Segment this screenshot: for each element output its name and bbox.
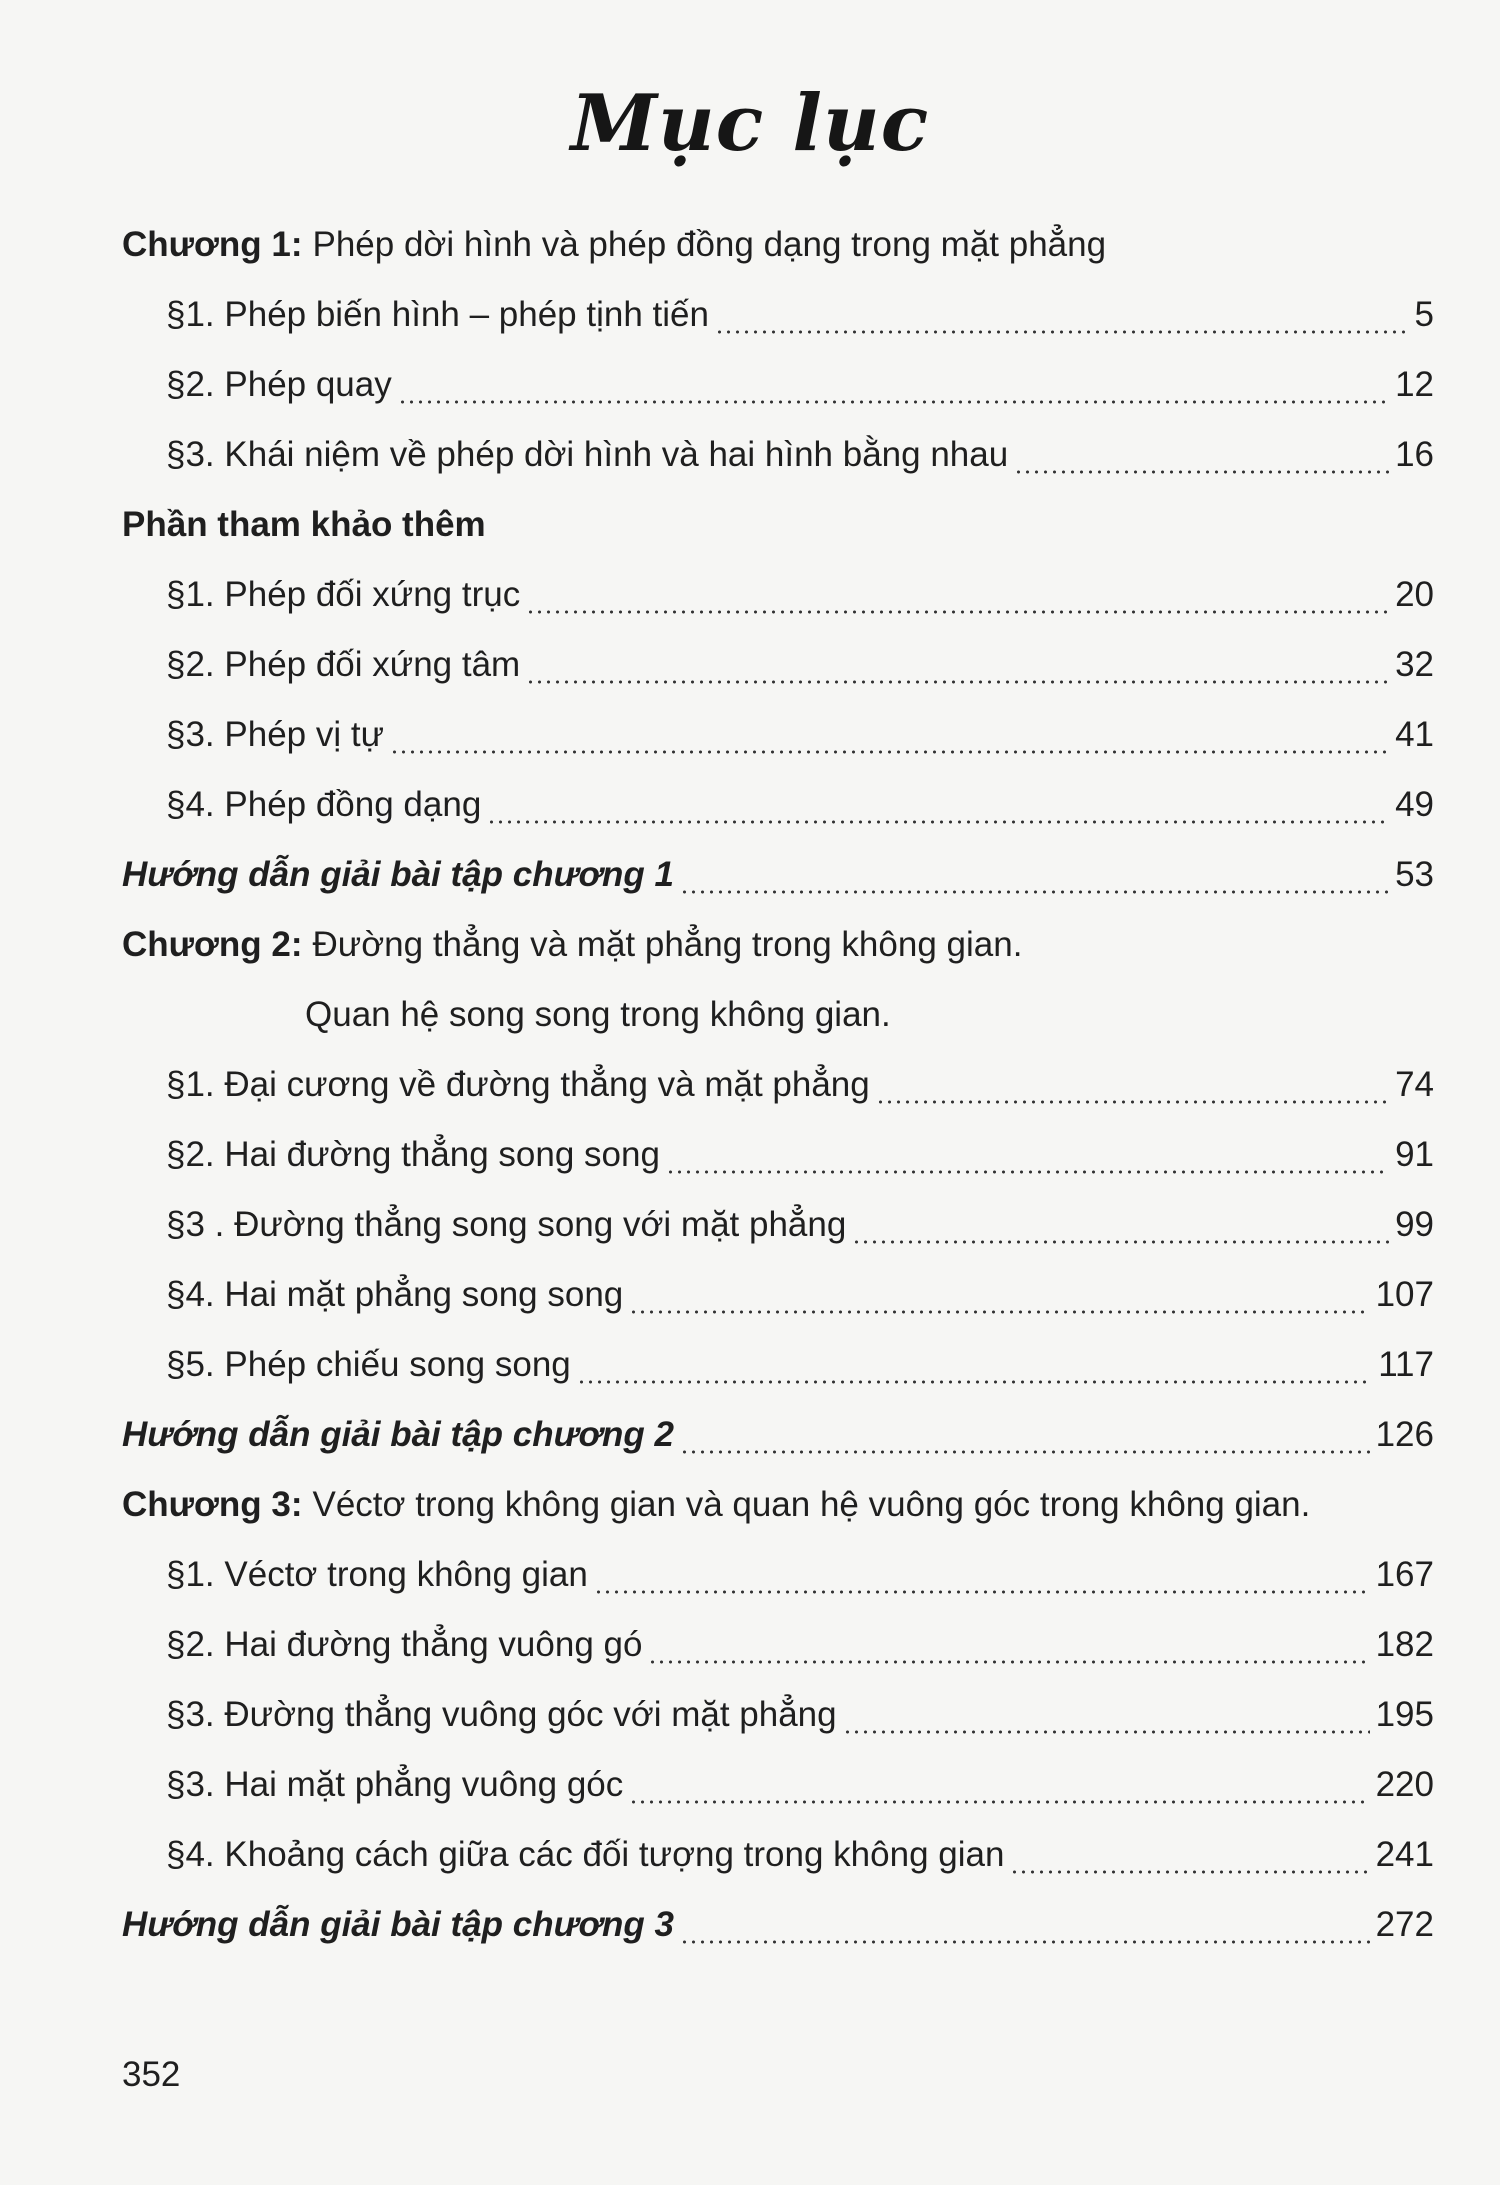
entry-page: 107 bbox=[1375, 1275, 1434, 1314]
entry-title: §4. Khoảng cách giữa các đối tượng trong không gian bbox=[166, 1835, 1005, 1874]
dot-leader bbox=[715, 330, 1409, 334]
entry-page: 41 bbox=[1395, 715, 1434, 754]
entry-page: 20 bbox=[1395, 575, 1434, 614]
dot-leader bbox=[852, 1240, 1389, 1244]
entry-page: 32 bbox=[1395, 645, 1434, 684]
chapter-2-label: Chương 2: bbox=[122, 925, 303, 964]
guide-title: Hướng dẫn giải bài tập chương 3 bbox=[122, 1905, 675, 1944]
guide-page: 53 bbox=[1395, 855, 1434, 894]
entry-page: 5 bbox=[1414, 295, 1434, 334]
dot-leader bbox=[629, 1800, 1369, 1804]
entry-title: §3. Khái niệm về phép dời hình và hai hình bằng nhau bbox=[166, 435, 1009, 474]
guide-chapter-2 bbox=[122, 1400, 1434, 1470]
entry-page: 49 bbox=[1395, 785, 1434, 824]
entry-page: 91 bbox=[1395, 1135, 1434, 1174]
reference-section-heading: Phần tham khảo thêm bbox=[122, 505, 486, 544]
chapter-1-heading bbox=[122, 210, 1434, 280]
entry-title: §4. Hai mặt phẳng song song bbox=[166, 1275, 624, 1314]
chapter-3-label: Chương 3: bbox=[122, 1485, 303, 1524]
dot-leader bbox=[487, 820, 1389, 824]
toc-entry bbox=[122, 420, 1434, 490]
toc-entry bbox=[122, 1190, 1434, 1260]
entry-page: 220 bbox=[1375, 1765, 1434, 1804]
dot-leader bbox=[1010, 1870, 1369, 1874]
toc-entry bbox=[122, 350, 1434, 420]
entry-page: 241 bbox=[1375, 1835, 1434, 1874]
chapter-2-title-continued: Quan hệ song song trong không gian. bbox=[305, 995, 891, 1034]
guide-page: 272 bbox=[1375, 1905, 1434, 1944]
toc-entry bbox=[122, 1680, 1434, 1750]
toc-entry bbox=[122, 1820, 1434, 1890]
toc-entry bbox=[122, 770, 1434, 840]
dot-leader bbox=[390, 750, 1389, 754]
dot-leader bbox=[526, 680, 1389, 684]
chapter-2-heading bbox=[122, 910, 1434, 980]
entry-title: §2. Phép đối xứng tâm bbox=[166, 645, 521, 684]
entry-title: §3. Hai mặt phẳng vuông góc bbox=[166, 1765, 624, 1804]
guide-title: Hướng dẫn giải bài tập chương 1 bbox=[122, 855, 675, 894]
entry-title: §2. Hai đường thẳng vuông gó bbox=[166, 1625, 643, 1664]
entry-page: 117 bbox=[1378, 1345, 1434, 1384]
entry-title: §1. Phép đối xứng trục bbox=[166, 575, 521, 614]
entry-page: 167 bbox=[1375, 1555, 1434, 1594]
chapter-1-label: Chương 1: bbox=[122, 225, 303, 264]
entry-title: §1. Đại cương về đường thẳng và mặt phẳng bbox=[166, 1065, 870, 1104]
toc-entry bbox=[122, 1610, 1434, 1680]
toc-entry bbox=[122, 1540, 1434, 1610]
guide-title: Hướng dẫn giải bài tập chương 2 bbox=[122, 1415, 675, 1454]
entry-page: 182 bbox=[1375, 1625, 1434, 1664]
dot-leader bbox=[876, 1100, 1389, 1104]
entry-title: §1. Phép biến hình – phép tịnh tiến bbox=[166, 295, 709, 334]
page-title: Mục lục bbox=[570, 78, 930, 169]
entry-title: §3. Phép vị tự bbox=[166, 715, 384, 754]
entry-page: 16 bbox=[1395, 435, 1434, 474]
entry-page: 99 bbox=[1395, 1205, 1434, 1244]
dot-leader bbox=[680, 1450, 1370, 1454]
dot-leader bbox=[1014, 470, 1389, 474]
toc-entry bbox=[122, 560, 1434, 630]
dot-leader bbox=[577, 1380, 1372, 1384]
dot-leader bbox=[648, 1660, 1369, 1664]
toc-entry bbox=[122, 1750, 1434, 1820]
dot-leader bbox=[666, 1170, 1389, 1174]
entry-title: §3. Đường thẳng vuông góc với mặt phẳng bbox=[166, 1695, 837, 1734]
page-number: 352 bbox=[122, 2055, 181, 2094]
dot-leader bbox=[843, 1730, 1370, 1734]
entry-title: §3 . Đường thẳng song song với mặt phẳng bbox=[166, 1205, 847, 1244]
entry-title: §4. Phép đồng dạng bbox=[166, 785, 482, 824]
dot-leader bbox=[398, 400, 1389, 404]
dot-leader bbox=[629, 1310, 1369, 1314]
toc-entry bbox=[122, 1260, 1434, 1330]
entry-title: §1. Véctơ trong không gian bbox=[166, 1555, 588, 1594]
chapter-1-title: Phép dời hình và phép đồng dạng trong mặt phẳng bbox=[312, 225, 1107, 264]
dot-leader bbox=[526, 610, 1389, 614]
dot-leader bbox=[594, 1590, 1370, 1594]
guide-page: 126 bbox=[1375, 1415, 1434, 1454]
chapter-2-title: Đường thẳng và mặt phẳng trong không gian. bbox=[312, 925, 1023, 964]
toc-entry bbox=[122, 630, 1434, 700]
toc-entry bbox=[122, 700, 1434, 770]
entry-title: §5. Phép chiếu song song bbox=[166, 1345, 571, 1384]
toc-entry bbox=[122, 1330, 1434, 1400]
toc-entry bbox=[122, 280, 1434, 350]
entry-title: §2. Phép quay bbox=[166, 365, 392, 404]
entry-page: 12 bbox=[1395, 365, 1434, 404]
chapter-3-title: Véctơ trong không gian và quan hệ vuông góc trong không gian. bbox=[312, 1485, 1311, 1524]
dot-leader bbox=[680, 1940, 1370, 1944]
guide-chapter-1 bbox=[122, 840, 1434, 910]
entry-title: §2. Hai đường thẳng song song bbox=[166, 1135, 660, 1174]
entry-page: 195 bbox=[1375, 1695, 1434, 1734]
entry-page: 74 bbox=[1395, 1065, 1434, 1104]
table-of-contents bbox=[122, 210, 1434, 1960]
toc-entry bbox=[122, 1050, 1434, 1120]
guide-chapter-3 bbox=[122, 1890, 1434, 1960]
chapter-3-heading bbox=[122, 1470, 1434, 1540]
dot-leader bbox=[680, 890, 1389, 894]
toc-entry bbox=[122, 1120, 1434, 1190]
